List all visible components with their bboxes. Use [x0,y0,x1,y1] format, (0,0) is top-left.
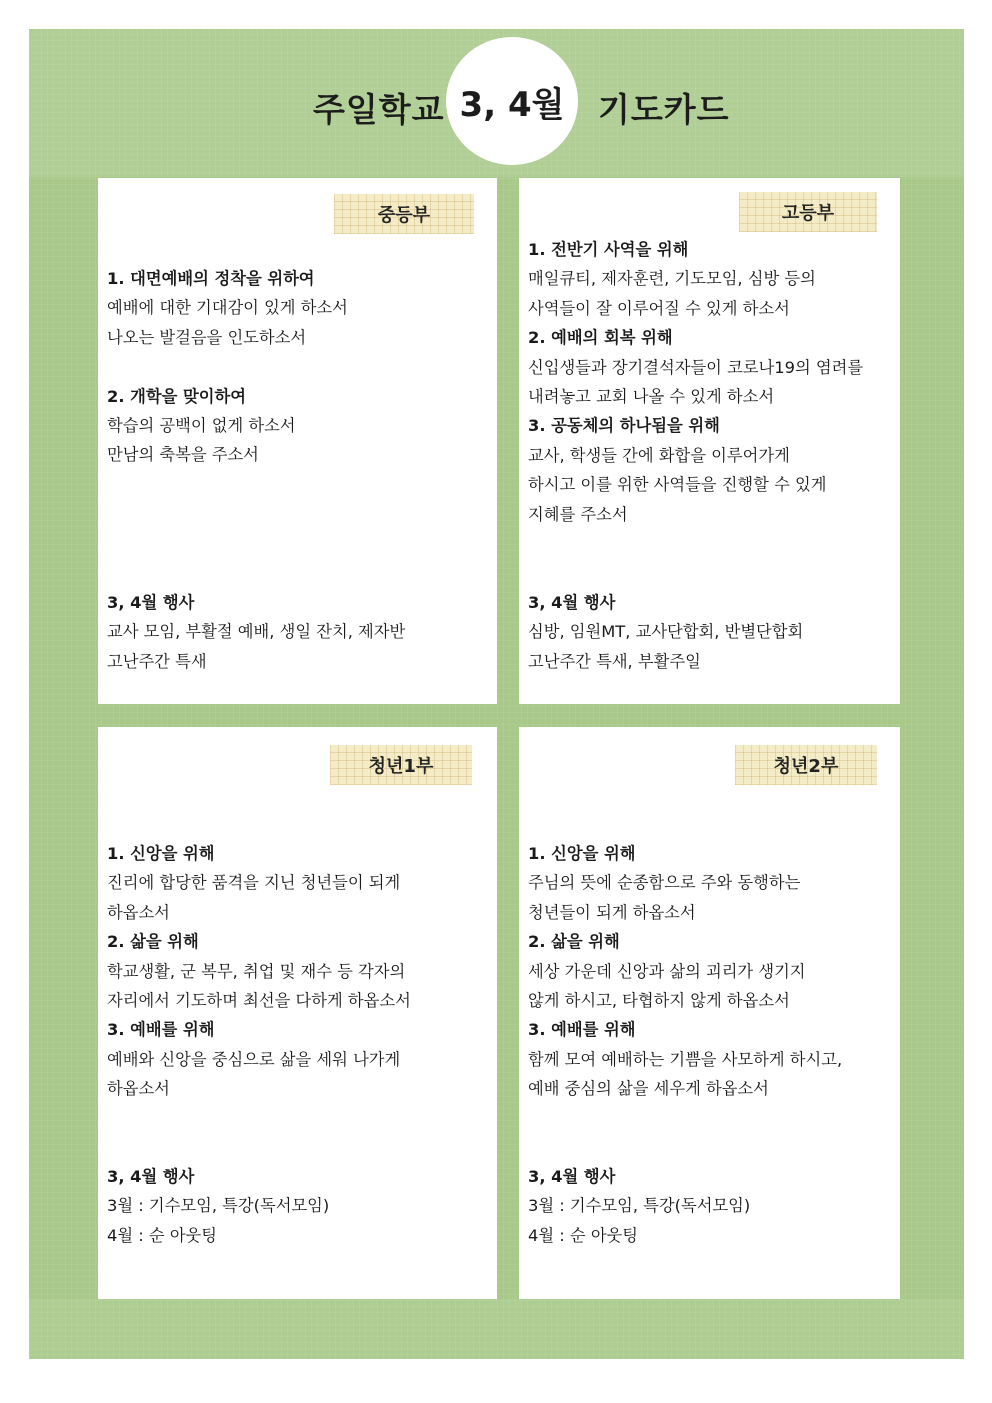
prayer-heading: 1. 대면예배의 정착을 위하여 [107,269,315,288]
events-title: 3, 4월 행사 [107,593,195,612]
prayer-line: 주님의 뜻에 순종함으로 주와 동행하는 [528,873,801,893]
prayer-heading: 3. 공동체의 하나됨을 위해 [528,416,720,436]
prayer-list-high [528,235,894,529]
card-middle-school [98,178,497,704]
prayer-line: 진리에 합당한 품격을 지닌 청년들이 되게 [107,873,401,893]
event-line: 교사 모임, 부활절 예배, 생일 잔치, 제자반 [107,622,406,642]
prayer-heading: 2. 삶을 위해 [107,932,199,952]
prayer-line: 지혜를 주소서 [528,504,628,524]
prayer-heading: 2. 삶을 위해 [528,932,620,952]
tag-youth-2: 청년2부 [735,745,877,785]
event-line: 고난주간 특새 [107,651,207,671]
tag-middle-school: 중등부 [334,194,474,234]
prayer-line: 예배와 신앙을 중심으로 삶을 세워 나가게 [107,1049,401,1069]
prayer-line: 교사, 학생들 간에 화합을 이루어가게 [528,445,790,465]
prayer-line: 만남의 축복을 주소서 [107,445,259,465]
event-line: 3월 : 기수모임, 특강(독서모임) [107,1196,330,1216]
events-high [528,588,894,676]
events-youth-2 [528,1162,894,1250]
prayer-line: 하시고 이를 위한 사역들을 진행할 수 있게 [528,475,827,495]
event-line: 3월 : 기수모임, 특강(독서모임) [528,1196,751,1216]
footer-band [29,1299,964,1359]
prayer-line: 나오는 발걸음을 인도하소서 [107,327,307,347]
events-title: 3, 4월 행사 [107,1167,195,1186]
prayer-heading: 1. 전반기 사역을 위해 [528,240,689,259]
prayer-heading: 3. 예배를 위해 [107,1020,215,1040]
prayer-line: 사역들이 잘 이루어질 수 있게 하소서 [528,298,790,318]
prayer-line: 않게 하시고, 타협하지 않게 하옵소서 [528,990,790,1010]
event-line: 4월 : 순 아웃팅 [528,1225,639,1245]
prayer-line: 하옵소서 [107,1079,170,1099]
event-line: 고난주간 특새, 부활주일 [528,651,701,671]
prayer-line: 내려놓고 교회 나올 수 있게 하소서 [528,386,775,406]
title-months: 3, 4월 [459,84,565,125]
events-youth-1 [107,1162,491,1250]
prayer-line: 매일큐티, 제자훈련, 기도모임, 심방 등의 [528,269,816,289]
prayer-line: 신입생들과 장기결석자들이 코로나19의 염려를 [528,357,864,377]
prayer-line: 자리에서 기도하며 최선을 다하게 하옵소서 [107,990,411,1010]
tag-high-school: 고등부 [739,192,877,232]
card-youth-1 [98,727,497,1299]
event-line: 4월 : 순 아웃팅 [107,1225,218,1245]
prayer-list-middle [107,264,491,470]
card-high-school [519,178,900,704]
prayer-heading: 1. 신앙을 위해 [528,844,636,863]
prayer-line: 청년들이 되게 하옵소서 [528,902,696,922]
events-middle [107,588,491,676]
events-title: 3, 4월 행사 [528,1167,616,1186]
prayer-heading: 1. 신앙을 위해 [107,844,215,863]
prayer-line: 하옵소서 [107,902,170,922]
title-sunday-school: 주일학교 [313,90,445,129]
card-youth-2 [519,727,900,1299]
prayer-line: 세상 가운데 신앙과 삶의 괴리가 생기지 [528,961,806,981]
prayer-line: 학습의 공백이 없게 하소서 [107,415,296,435]
prayer-line: 예배 중심의 삶을 세우게 하옵소서 [528,1079,769,1099]
prayer-gap [107,352,491,381]
prayer-line: 학교생활, 군 복무, 취업 및 재수 등 각자의 [107,961,406,981]
prayer-list-youth-1 [107,839,491,1104]
tag-youth-1: 청년1부 [330,745,472,785]
prayer-heading: 2. 개학을 맞이하여 [107,386,246,406]
prayer-heading: 2. 예배의 회복 위해 [528,328,673,348]
title-prayer-card: 기도카드 [598,90,730,129]
title-month-circle [446,37,578,165]
prayer-line: 함께 모여 예배하는 기쁨을 사모하게 하시고, [528,1049,843,1069]
prayer-list-youth-2 [528,839,894,1104]
events-title: 3, 4월 행사 [528,593,616,612]
prayer-heading: 3. 예배를 위해 [528,1020,636,1040]
event-line: 심방, 임원MT, 교사단합회, 반별단합회 [528,622,804,642]
prayer-line: 예배에 대한 기대감이 있게 하소서 [107,298,348,318]
